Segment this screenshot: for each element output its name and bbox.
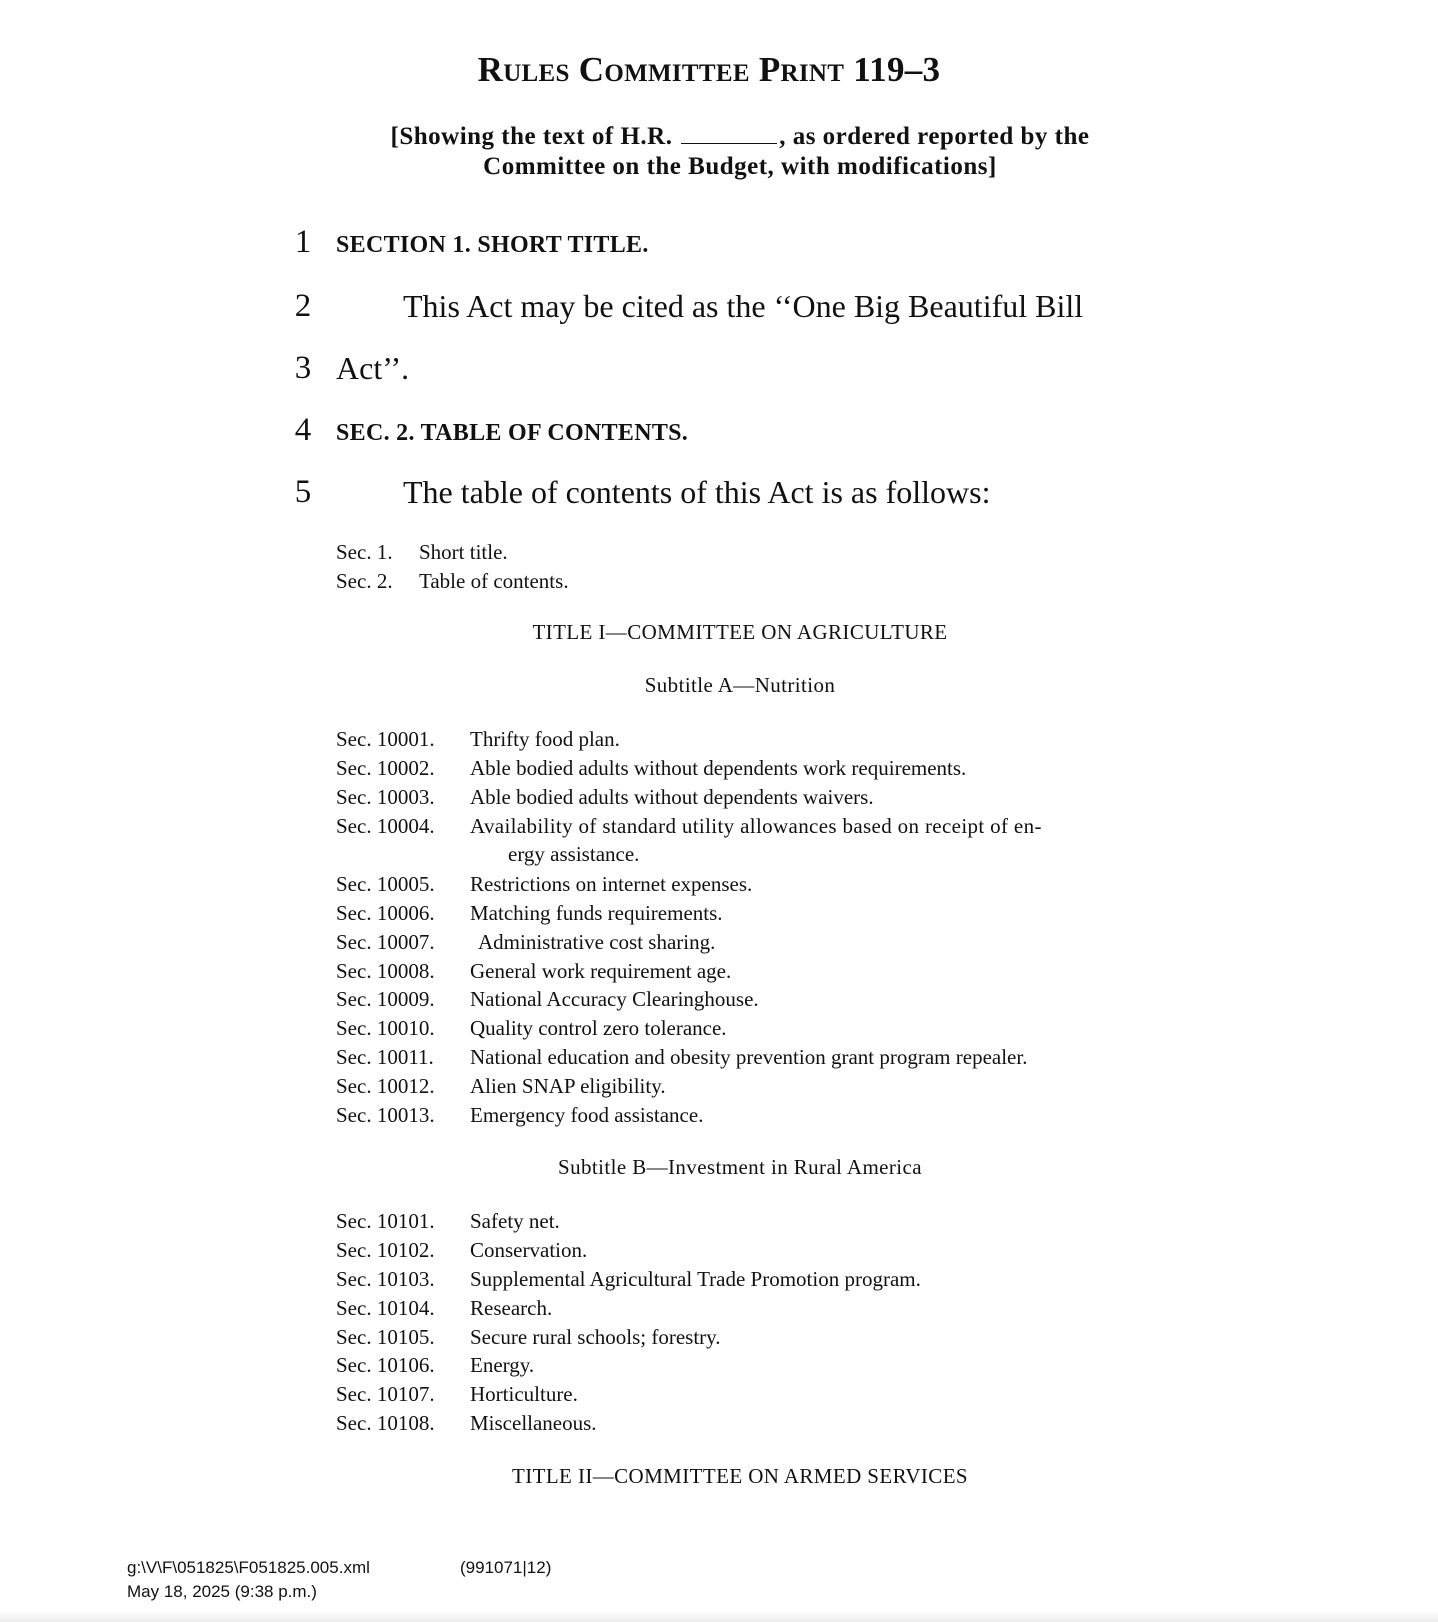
toc-entry <box>336 1296 1144 1325</box>
toc-section-number: Sec. 10008. <box>336 959 435 983</box>
toc-section-number: Sec. 10007. <box>336 930 435 954</box>
footer-date: May 18, 2025 (9:38 p.m.) <box>127 1582 317 1601</box>
toc-section-title: General work requirement age. <box>470 959 732 983</box>
line-number: 1 <box>294 224 312 260</box>
toc-section-title: Matching funds requirements. <box>470 901 723 925</box>
line-number: 4 <box>294 412 312 448</box>
toc-entry <box>336 1074 1144 1103</box>
line-number: 3 <box>294 350 312 386</box>
toc-section-number: Sec. 10104. <box>336 1296 435 1320</box>
toc-entry <box>336 1353 1144 1382</box>
toc-entry <box>336 814 1144 872</box>
toc-section-title: Table of contents. <box>419 569 569 593</box>
toc-section-number: Sec. 10103. <box>336 1267 435 1291</box>
toc-section-title: Alien SNAP eligibility. <box>470 1074 666 1098</box>
toc-section-number: Sec. 10108. <box>336 1411 435 1435</box>
toc-entry <box>336 756 1144 785</box>
toc-entry <box>336 540 1144 569</box>
toc-section-title: Short title. <box>419 540 508 564</box>
document-footer <box>127 1556 552 1604</box>
toc-section-number: Sec. 10003. <box>336 785 435 809</box>
toc-section-number: Sec. 10002. <box>336 756 435 780</box>
toc-section-title: Safety net. <box>470 1209 560 1233</box>
toc-section-number: Sec. 10006. <box>336 901 435 925</box>
toc-section-title: Supplemental Agricultural Trade Promotion program. <box>470 1267 921 1291</box>
toc-intro-text: The table of contents of this Act is as follows: <box>403 474 991 510</box>
toc-section-title: Able bodied adults without dependents work requirements. <box>470 756 967 780</box>
toc-entry <box>336 1045 1144 1074</box>
footer-code: (991071|12) <box>460 1558 552 1577</box>
page-bottom-edge <box>0 1610 1438 1622</box>
toc-section-number: Sec. 10105. <box>336 1325 435 1349</box>
toc-entry <box>336 1382 1144 1411</box>
toc-section-title: Research. <box>470 1296 553 1320</box>
toc-section-title: Conservation. <box>470 1238 588 1262</box>
toc-section-title: Able bodied adults without dependents waivers. <box>470 785 874 809</box>
toc-entry <box>336 1325 1144 1354</box>
short-title-text: This Act may be cited as the ‘‘One Big Beautiful Bill <box>403 288 1084 324</box>
toc-section-title-continued: ergy assistance. <box>508 842 640 866</box>
title-i-heading: TITLE I—COMMITTEE ON AGRICULTURE <box>532 620 948 644</box>
toc-section-number: Sec. 10013. <box>336 1103 435 1127</box>
toc-section-number: Sec. 10106. <box>336 1353 435 1377</box>
toc-section-number: Sec. 10001. <box>336 727 435 751</box>
toc-entry <box>336 1209 1144 1238</box>
toc-section-title: Emergency food assistance. <box>470 1103 704 1127</box>
print-title: Rules Committee Print 119–3 <box>477 50 941 89</box>
toc-entry <box>336 987 1144 1016</box>
toc-section-title: Thrifty food plan. <box>470 727 620 751</box>
bill-number-blank <box>681 123 777 144</box>
toc-section-number: Sec. 10004. <box>336 814 435 838</box>
toc-entry <box>336 901 1144 930</box>
toc-entry <box>336 872 1144 901</box>
subtitle-b-heading: Subtitle B—Investment in Rural America <box>558 1155 922 1179</box>
toc-entry <box>336 569 1144 598</box>
toc-section-number: Sec. 10011. <box>336 1045 434 1069</box>
toc-section-title: Restrictions on internet expenses. <box>470 872 753 896</box>
toc-section-title: Energy. <box>470 1353 535 1377</box>
line-number: 2 <box>294 288 312 324</box>
toc-section-number: Sec. 10012. <box>336 1074 435 1098</box>
toc-section-number: Sec. 10107. <box>336 1382 435 1406</box>
bracket-note-part2: , as ordered reported by the Committee on the Budget, with modifications] <box>483 123 1090 180</box>
toc-entry <box>336 1103 1144 1132</box>
toc-entry <box>336 727 1144 756</box>
toc-section-title: National Accuracy Clearinghouse. <box>470 987 759 1011</box>
toc-section-title: National education and obesity prevention grant program repealer. <box>470 1045 1028 1069</box>
toc-section-title: Administrative cost sharing. <box>478 930 716 954</box>
section-1-heading: SECTION 1. SHORT TITLE. <box>336 232 649 258</box>
short-title-continued: Act’’. <box>336 350 410 386</box>
toc-section-number: Sec. 10009. <box>336 987 435 1011</box>
toc-section-title: Miscellaneous. <box>470 1411 597 1435</box>
subtitle-a-heading: Subtitle A—Nutrition <box>644 673 836 697</box>
title-ii-heading: TITLE II—COMMITTEE ON ARMED SERVICES <box>511 1464 969 1488</box>
toc-section-number: Sec. 10101. <box>336 1209 435 1233</box>
bracket-note-part1: [Showing the text of H.R. <box>390 123 673 150</box>
toc-entry <box>336 930 1144 959</box>
toc-section-number: Sec. 2. <box>336 569 393 593</box>
toc-entry <box>336 1016 1144 1045</box>
toc-section-number: Sec. 10010. <box>336 1016 435 1040</box>
section-2-heading: SEC. 2. TABLE OF CONTENTS. <box>336 420 689 446</box>
toc-entry <box>336 1411 1144 1440</box>
toc-entry <box>336 785 1144 814</box>
toc-section-title: Horticulture. <box>470 1382 578 1406</box>
toc-section-number: Sec. 10005. <box>336 872 435 896</box>
toc-entry <box>336 959 1144 988</box>
toc-section-title: Availability of standard utility allowances based on receipt of en- <box>470 814 1042 838</box>
toc-entry <box>336 1238 1144 1267</box>
footer-file-path: g:\V\F\051825\F051825.005.xml <box>127 1558 370 1577</box>
toc-section-number: Sec. 10102. <box>336 1238 435 1262</box>
toc-section-title: Quality control zero tolerance. <box>470 1016 727 1040</box>
toc-section-number: Sec. 1. <box>336 540 393 564</box>
line-number: 5 <box>294 474 312 510</box>
toc-entry <box>336 1267 1144 1296</box>
bracket-note <box>330 122 1150 182</box>
toc-section-title: Secure rural schools; forestry. <box>470 1325 721 1349</box>
